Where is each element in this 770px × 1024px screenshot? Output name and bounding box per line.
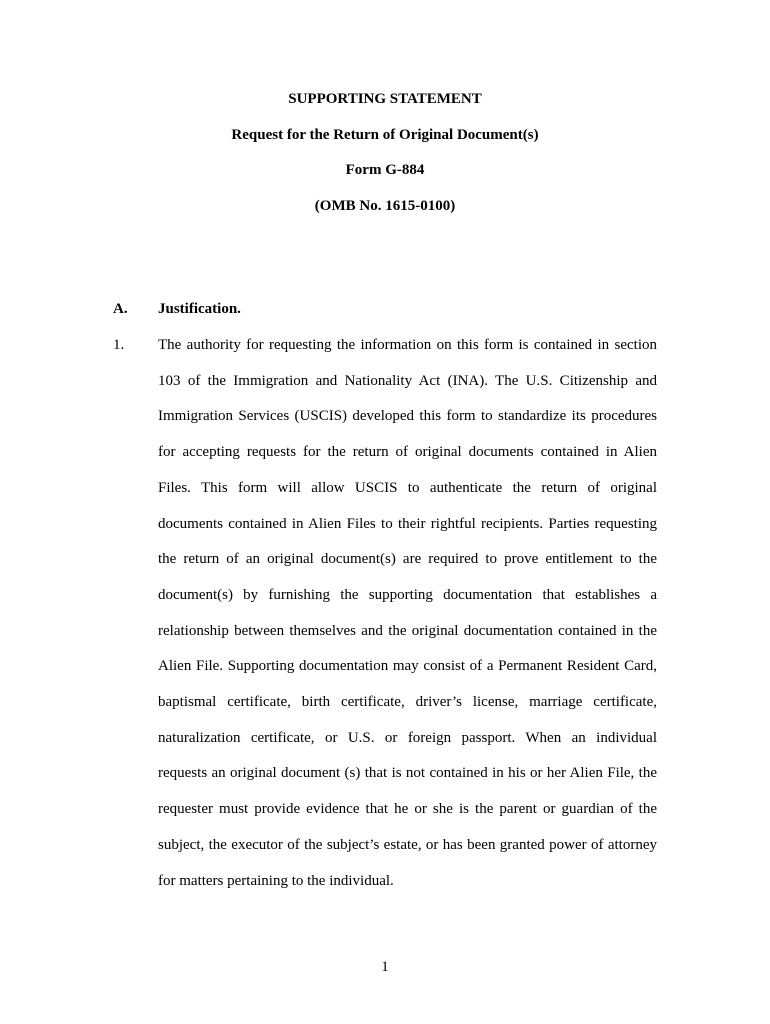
section-a-heading bbox=[113, 292, 657, 328]
paragraph-line: the return of an original document(s) are required to prove entitlement to the bbox=[158, 551, 657, 568]
paragraph-line: 103 of the Immigration and Nationality Act (INA). The U.S. Citizenship and bbox=[158, 372, 657, 389]
paragraph-line: Immigration Services (USCIS) developed this form to standardize its procedures bbox=[158, 408, 657, 425]
paragraph-line: Alien File. Supporting documentation may consist of a Permanent Resident Card, bbox=[158, 658, 657, 675]
paragraph-line: document(s) by furnishing the supporting documentation that establishes a bbox=[158, 586, 657, 603]
document-title: SUPPORTING STATEMENT bbox=[288, 91, 482, 107]
paragraph-1-number: 1. bbox=[113, 337, 125, 353]
paragraph-line: The authority for requesting the information on this form is contained in section bbox=[158, 337, 657, 353]
paragraph-line: for accepting requests for the return of original documents contained in Alien bbox=[158, 444, 657, 461]
paragraph-line: subject, the executor of the subject’s estate, or has been granted power of attorney bbox=[158, 836, 657, 853]
form-number: Form G-884 bbox=[345, 162, 425, 179]
section-a-label: A. bbox=[113, 301, 128, 317]
paragraph-1 bbox=[113, 328, 657, 899]
document-header bbox=[113, 82, 657, 225]
paragraph-line: relationship between themselves and the original documentation contained in the bbox=[158, 622, 657, 639]
omb-number: (OMB No. 1615-0100) bbox=[314, 198, 456, 215]
document-subtitle: Request for the Return of Original Document(s) bbox=[231, 126, 539, 143]
paragraph-line: for matters pertaining to the individual. bbox=[158, 872, 394, 889]
paragraph-1-body bbox=[158, 328, 657, 899]
paragraph-line: baptismal certificate, birth certificate, driver’s license, marriage certificate, bbox=[158, 694, 657, 711]
paragraph-line: requests an original document (s) that is not contained in his or her Alien File, the bbox=[158, 765, 657, 782]
section-a-title: Justification. bbox=[158, 301, 241, 317]
paragraph-line: Files. This form will allow USCIS to authenticate the return of original bbox=[158, 479, 657, 496]
paragraph-line: requester must provide evidence that he or she is the parent or guardian of the bbox=[158, 801, 657, 818]
paragraph-line: naturalization certificate, or U.S. or foreign passport. When an individual bbox=[158, 729, 657, 746]
paragraph-line: documents contained in Alien Files to their rightful recipients. Parties requesting bbox=[158, 515, 657, 532]
page-footer bbox=[0, 950, 770, 986]
page-number: 1 bbox=[381, 959, 389, 975]
